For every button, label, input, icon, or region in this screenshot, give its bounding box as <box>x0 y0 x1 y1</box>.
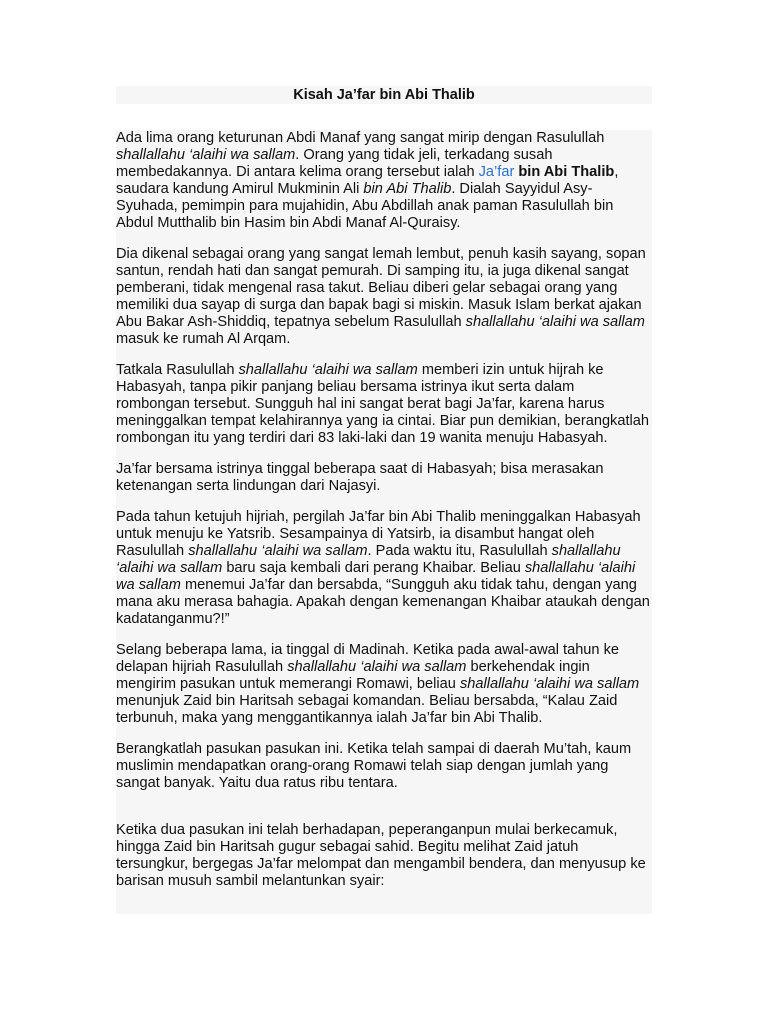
paragraph-1 <box>116 130 652 232</box>
text-run: Pada tahun ketujuh hijriah, pergilah Ja’far bin Abi Thalib meninggalkan Habasyah untuk menuju ke Yatsrib. Sesampainya di Yatsirb, ia disambut hangat oleh Rasulullah <box>116 509 641 559</box>
text-run: baru saja kembali dari perang Khaibar. Beliau <box>222 560 525 576</box>
italic-text: shallallahu ‘alaihi wa sallam <box>465 314 645 330</box>
text-run: . Dialah Sayyidul Asy-Syuhada, pemimpin para mujahidin, Abu Abdillah anak paman Rasulullah bin Abdul Mutthalib bin Hasim bin Abdi Manaf Al-Quraisy. <box>116 181 614 231</box>
bold-text: bin Abi Thalib <box>518 164 615 180</box>
name-link[interactable]: Ja’far <box>478 164 515 180</box>
italic-text: shallallahu ‘alaihi wa sallam <box>188 543 368 559</box>
text-run: menunjuk Zaid bin Haritsah sebagai komandan. Beliau bersabda, “Kalau Zaid terbunuh, maka yang menggantikannya ialah Ja’far bin Abi Thalib. <box>116 693 618 726</box>
text-run: . Orang yang tidak jeli, terkadang susah membedakannya. Di antara kelima orang tersebut ialah <box>116 147 553 180</box>
text-run: Ketika dua pasukan ini telah berhadapan, peperanganpun mulai berkecamuk, hingga Zaid bin Haritsah gugur sebagai sahid. Begitu melihat Zaid jatuh tersungkur, bergegas Ja’far melompat dan mengambil bendera, dan menyusup ke barisan musuh sambil melantunkan syair: <box>116 822 646 889</box>
paragraph-6 <box>116 642 652 727</box>
italic-text: shallallahu ‘alaihi wa sallam <box>238 362 418 378</box>
text-run: Ja’far bersama istrinya tinggal beberapa saat di Habasyah; bisa merasakan ketenangan serta lindungan dari Najasyi. <box>116 461 604 494</box>
italic-text: shallallahu ‘alaihi wa sallam <box>116 560 636 593</box>
italic-text: bin Abi Thalib <box>363 181 452 197</box>
text-run: Tatkala Rasulullah <box>116 362 239 378</box>
document-body <box>116 130 652 904</box>
text-run: memberi izin untuk hijrah ke Habasyah, tanpa pikir panjang beliau bersama istrinya ikut serta dalam rombongan tersebut. Sungguh hal ini sangat berat bagi Ja’far, karena harus meninggalkan tempat kelahirannya yang ia cintai. Biar pun demikian, berangkatlah rombongan itu yang terdiri dari 83 laki-laki dan 19 wanita menuju Habasyah. <box>116 362 649 446</box>
paragraph-7 <box>116 741 652 792</box>
document-title: Kisah Ja’far bin Abi Thalib <box>293 87 475 103</box>
italic-text: shallallahu ‘alaihi wa sallam <box>287 659 467 675</box>
text-run: menemui Ja’far dan bersabda, “Sungguh aku tidak tahu, dengan yang mana aku merasa bahagia. Apakah dengan kemenangan Khaibar ataukah dengan kadatanganmu?!” <box>116 577 650 627</box>
text-run: , saudara kandung Amirul Mukminin Ali <box>116 164 619 197</box>
text-run: Selang beberapa lama, ia tinggal di Madinah. Ketika pada awal-awal tahun ke delapan hijriah Rasulullah <box>116 642 620 675</box>
paragraph-5 <box>116 509 652 628</box>
paragraph-8 <box>116 822 652 890</box>
italic-text: shallallahu ‘alaihi wa sallam <box>116 543 621 576</box>
text-run: Berangkatlah pasukan pasukan ini. Ketika telah sampai di daerah Mu’tah, kaum muslimin mendapatkan orang-orang Romawi telah siap dengan jumlah yang sangat banyak. Yaitu dua ratus ribu tentara. <box>116 741 632 791</box>
text-run: Dia dikenal sebagai orang yang sangat lemah lembut, penuh kasih sayang, sopan santun, rendah hati dan sangat pemurah. Di samping itu, ia juga dikenal sangat pemberani, tidak mengenal rasa takut. Beliau diberi gelar sebagai orang yang memiliki dua sayap di surga dan bapak bagi si miskin. Masuk Islam berkat ajakan Abu Bakar Ash-Shiddiq, tepatnya sebelum Rasulullah <box>116 246 646 330</box>
text-run: berkehendak ingin mengirim pasukan untuk memerangi Romawi, beliau <box>116 659 590 692</box>
text-run: masuk ke rumah Al Arqam. <box>116 331 291 347</box>
paragraph-2 <box>116 246 652 348</box>
paragraph-3 <box>116 362 652 447</box>
text-run: Ada lima orang keturunan Abdi Manaf yang sangat mirip dengan Rasulullah <box>116 130 605 146</box>
italic-text: shallallahu ‘alaihi wa sallam <box>459 676 640 692</box>
italic-text: shallallahu ‘alaihi wa sallam <box>116 147 296 163</box>
text-run: . Pada waktu itu, Rasulullah <box>367 543 552 559</box>
paragraph-4 <box>116 461 652 495</box>
